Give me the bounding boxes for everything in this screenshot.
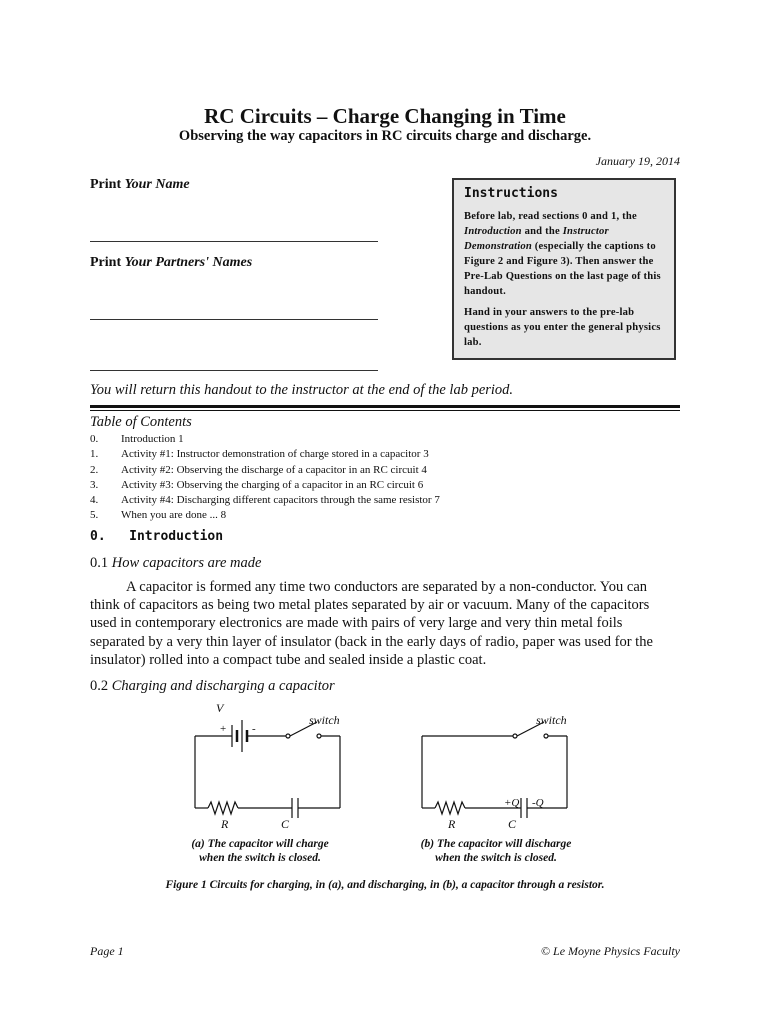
return-note: You will return this handout to the instructor at the end of the lab period.	[90, 382, 514, 398]
label-plus-q: +Q	[504, 797, 520, 809]
divider-thick	[90, 405, 680, 408]
label-minus: -	[252, 723, 256, 735]
switch-b-contact-2	[544, 734, 548, 738]
label-v: V	[216, 701, 224, 715]
instructions-box	[452, 178, 676, 360]
switch-a-contact-1	[286, 734, 290, 738]
label-minus-q: -Q	[532, 797, 544, 809]
instructions-paragraph-1: Before lab, read sections 0 and 1, the Introduction and the Instructor Demonstration (especially the captions to Figure 2 and Figure 3). Then answer the Pre-Lab Questions on the last page of this handout.	[464, 211, 661, 297]
subsection-heading-0-2: 0.2 Charging and discharging a capacitor	[90, 678, 335, 694]
subcaption-b: (b) The capacitor will discharge when the switch is closed.	[420, 838, 572, 864]
toc-title: Table of Contents	[90, 414, 192, 430]
toc-item[interactable]: 2. Activity #2: Observing the discharge of a capacitor in an RC circuit 4	[90, 463, 427, 476]
name-line[interactable]	[90, 241, 378, 242]
circuit-a	[195, 720, 340, 818]
toc-item[interactable]: 3. Activity #3: Observing the charging of a capacitor in an RC circuit 6	[90, 478, 424, 491]
toc-item[interactable]: 4. Activity #4: Discharging different capacitors through the same resistor 7	[90, 494, 440, 507]
resistor-b	[435, 802, 465, 814]
label-plus: +	[220, 723, 227, 735]
partners-line-2[interactable]	[90, 370, 378, 371]
label-r-b: R	[448, 817, 456, 831]
label-switch-a: switch	[309, 713, 340, 727]
page-number: Page 1	[90, 944, 124, 958]
instructions-title: Instructions	[464, 186, 558, 201]
subcaption-a: (a) The capacitor will charge when the switch is closed.	[191, 838, 329, 864]
divider-thin	[90, 410, 680, 411]
intro-paragraph: A capacitor is formed any time two conductors are separated by a non-conductor. You can think of capacitors as being two metal plates separated by air or vacuum. Many of the capacitors used in contemporary electronics are made with pairs of very large and very thin metal foils separated by a very thin layer of insulator (back in the early days of radio, paper was used for the insulator) rolled into a compact tube and sealed inside a plastic coat.	[90, 579, 653, 668]
name-label: Print Your Name	[90, 177, 190, 192]
toc-item[interactable]: 0. Introduction 1	[90, 433, 184, 445]
figure-caption: Figure 1 Circuits for charging, in (a), and discharging, in (b), a capacitor through a resistor.	[165, 879, 605, 891]
toc-item[interactable]: 5. When you are done ... 8	[90, 509, 227, 522]
document-title: RC Circuits – Charge Changing in Time	[204, 104, 566, 128]
section-heading-introduction: 0. Introduction	[90, 529, 224, 544]
circuit-figure	[180, 698, 600, 838]
subsection-heading-0-1: 0.1 How capacitors are made	[90, 555, 262, 571]
label-c-a: C	[281, 817, 290, 831]
circuit-b	[422, 722, 567, 818]
instructions-paragraph-2: Hand in your answers to the pre-lab questions as you enter the general physics lab.	[464, 307, 661, 348]
toc-item[interactable]: 1. Activity #1: Instructor demonstration of charge stored in a capacitor 3	[90, 448, 429, 461]
table-of-contents	[90, 432, 440, 524]
partners-label: Print Your Partners' Names	[90, 255, 253, 270]
label-c-b: C	[508, 817, 517, 831]
footer-credit: © Le Moyne Physics Faculty	[540, 944, 680, 958]
label-r-a: R	[221, 817, 229, 831]
label-switch-b: switch	[536, 713, 567, 727]
document-subtitle: Observing the way capacitors in RC circuits charge and discharge.	[178, 128, 592, 144]
resistor-a	[208, 802, 238, 814]
switch-a-contact-2	[317, 734, 321, 738]
partners-line-1[interactable]	[90, 319, 378, 320]
switch-b-contact-1	[513, 734, 517, 738]
document-date: January 19, 2014	[595, 154, 680, 168]
